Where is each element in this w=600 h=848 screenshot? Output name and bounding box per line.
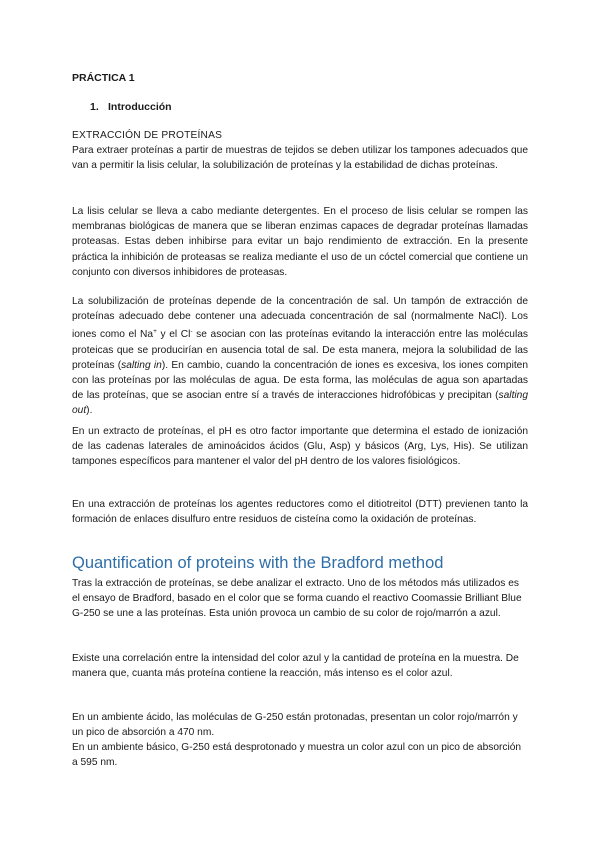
bradford-heading: Quantification of proteins with the Bradford method <box>72 554 444 572</box>
solubilization-text-c: se asocian con las proteínas evitando la interacción entre las moléculas proteicas que se producirían en ausencia total de sal. De esta manera, mejora la solubilidad de las proteínas ( <box>72 329 528 371</box>
salting-out-term: salting out <box>72 390 528 417</box>
solubilization-text-a: La solubilización de proteínas depende de la concentración de sal. Un tampón de extracción de proteínas adecuado debe contener una adecuada concentración de sal (normalmente NaCl). Los iones como el Na <box>72 296 528 341</box>
sodium-superscript: + <box>153 328 157 336</box>
chloride-superscript: - <box>190 328 193 336</box>
salting-in-term: salting in <box>121 359 162 371</box>
paragraph-bradford-assay: Tras la extracción de proteínas, se debe analizar el extracto. Uno de los métodos más utilizados es el ensayo de Bradford, basado en el color que se forma cuando el reactivo Coomassie Brilliant Blue G-250 se une a las proteínas. Esta unión provoca un cambio de su color de rojo/marrón a azul. <box>72 578 522 620</box>
intro-heading <box>90 101 172 113</box>
section-label-extraction: EXTRACCIÓN DE PROTEÍNAS <box>72 130 223 141</box>
paragraph-cell-lysis: La lisis celular se lleva a cabo mediante detergentes. En el proceso de lisis celular se rompen las membranas biológicas de manera que se liberan enzimas capaces de degradar proteínas llamadas proteasas. Estas deben inhibirse para evitar un bajo rendimiento de extracción. En la presente práctica la inhibición de proteasas se realiza mediante el uso de un cóctel comercial que contiene un conjunto con diversos inhibidores de proteasas. <box>72 206 528 278</box>
solubilization-text-d: ). En cambio, cuando la concentración de iones es excesiva, los iones compiten con las proteínas por las moléculas de agua. De esta forma, las moléculas de agua son apartadas de las proteínas, que se asocian entre sí a través de interacciones hidrofóbicas y precipitan ( <box>72 359 528 402</box>
document-title: PRÁCTICA 1 <box>72 72 135 84</box>
paragraph-basic-environment: En un ambiente básico, G-250 está desprotonado y muestra un color azul con un pico de absorción a 595 nm. <box>72 742 522 769</box>
paragraph-solubilization <box>72 294 528 419</box>
intro-label: Introducción <box>108 101 172 113</box>
intro-number: 1. <box>90 101 99 113</box>
paragraph-ph: En un extracto de proteínas, el pH es otro factor importante que determina el estado de ionización de las cadenas laterales de aminoácidos ácidos (Glu, Asp) y básicos (Arg, Lys, His). Se utilizan tampones específicos para mantener el valor del pH dentro de los valores fisiológicos. <box>72 426 528 468</box>
paragraph-extraction-intro: Para extraer proteínas a partir de muestras de tejidos se deben utilizar los tampones adecuados que van a permitir la lisis celular, la solubilización de proteínas y la estabilidad de dichas proteínas. <box>72 145 528 172</box>
paragraph-reducing-agents: En una extracción de proteínas los agentes reductores como el ditiotreitol (DTT) previenen tanto la formación de enlaces disulfuro entre residuos de cisteína como la oxidación de proteínas. <box>72 499 528 526</box>
paragraph-acidic-environment: En un ambiente ácido, las moléculas de G-250 están protonadas, presentan un color rojo/marrón y un pico de absorción a 470 nm. <box>72 712 518 739</box>
solubilization-text-b: y el Cl <box>156 329 191 341</box>
paragraph-color-correlation: Existe una correlación entre la intensidad del color azul y la cantidad de proteína en la muestra. De manera que, cuanta más proteína contiene la reacción, más intenso es el color azul. <box>72 653 519 680</box>
solubilization-text-e: ). <box>86 405 93 417</box>
